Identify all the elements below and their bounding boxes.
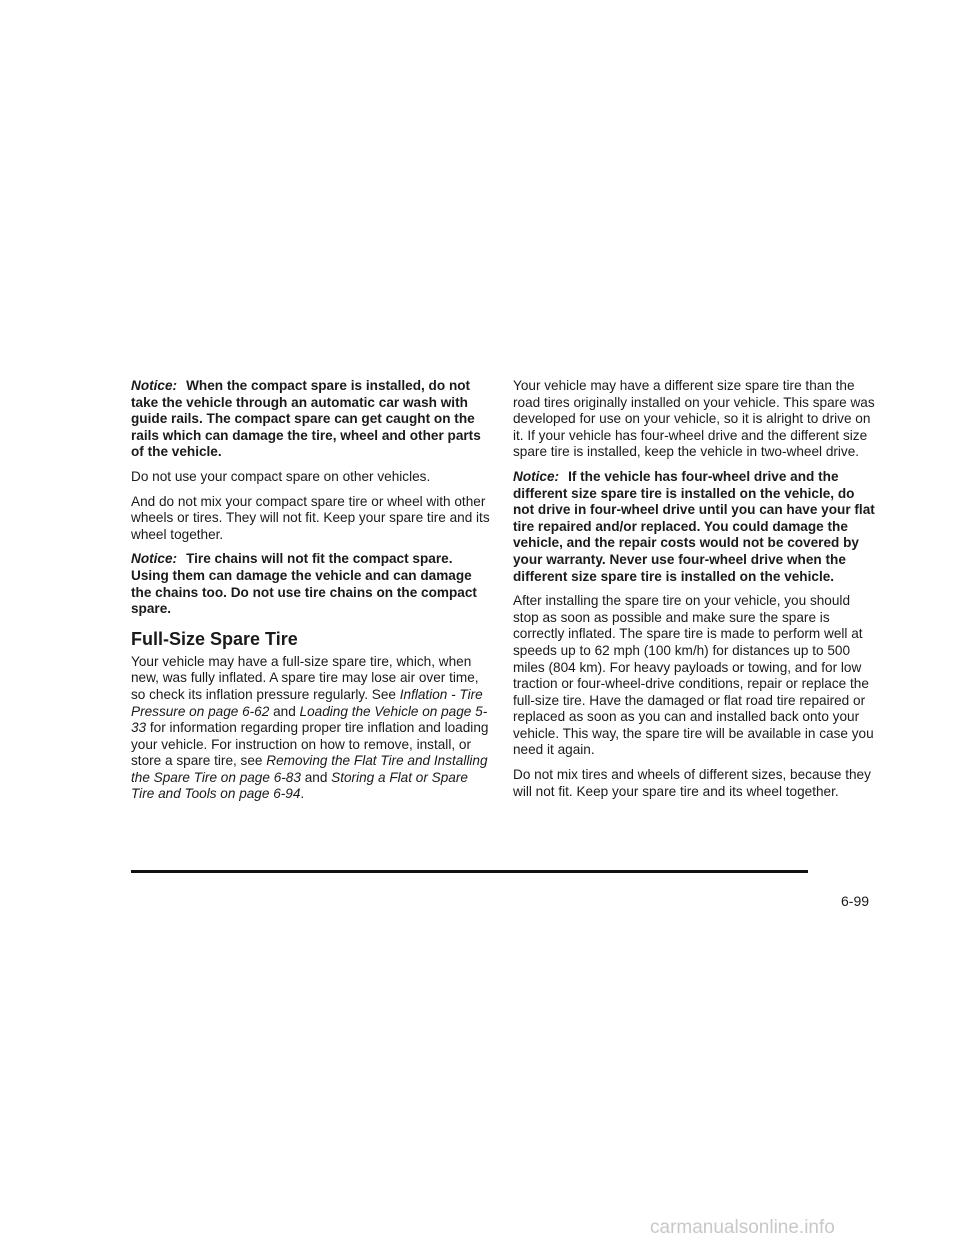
footer-rule xyxy=(131,870,808,873)
text-run: Your vehicle may have a full-size spare tire, which, when new, was fully inflated. A spare tire may lose air over time, so check its inflation pressure regularly. See xyxy=(131,653,479,702)
text-run: and xyxy=(269,703,300,719)
paragraph-different-size-spare: Your vehicle may have a different size spare tire than the road tires originally installed on your vehicle. This spare was developed for use on your vehicle, so it is alright to drive on it. If your vehicle has four-wheel drive and the different size spare tire is installed, keep the vehicle in two-wheel drive. xyxy=(513,378,875,460)
paragraph-other-vehicles: Do not use your compact spare on other vehicles. xyxy=(131,468,431,484)
text-run: and xyxy=(300,769,332,785)
left-column xyxy=(131,378,493,811)
notice-text: Tire chains will not fit the compact spare. Using them can damage the vehicle and can damage the chains too. Do not use tire chains on the compact spare. xyxy=(131,551,477,617)
paragraph-do-not-mix-sizes: Do not mix tires and wheels of different sizes, because they will not fit. Keep your spare tire and its wheel together. xyxy=(513,767,871,799)
notice-label: Notice: xyxy=(131,378,178,393)
notice-tire-chains xyxy=(131,551,493,617)
notice-text: If the vehicle has four-wheel drive and the different size spare tire is installed on the vehicle, do not drive in four-wheel drive until you can have your flat tire repaired and/or replaced. You could damage the vehicle, and the repair costs would not be covered by your warranty. Never use four-wheel drive when the different size spare tire is installed on the vehicle. xyxy=(513,468,875,584)
cross-reference-removing-flat: Removing the Flat Tire and Installing the Spare Tire on page 6-83 xyxy=(131,753,488,785)
cross-reference-loading: Loading the Vehicle on page 5-33 xyxy=(131,703,488,736)
paragraph-full-size-spare xyxy=(131,654,493,803)
paragraph-after-installing: After installing the spare tire on your vehicle, you should stop as soon as possible and make sure the spare is correctly inflated. The spare tire is made to perform well at speeds up to 62 mph (100 km/h) for distances up to 500 miles (804 km). For heavy payloads or towing, and for low traction or four-wheel-drive conditions, repair or replace the full-size tire. Have the damaged or flat road tire repaired or replaced as soon as you can and installed back onto your vehicle. This way, the spare tire will be available in case you need it again. xyxy=(513,593,874,758)
watermark: carmanualsonline.info xyxy=(650,1217,835,1238)
paragraph-do-not-mix: And do not mix your compact spare tire or wheel with other wheels or tires. They will not fit. Keep your spare tire and its wheel together. xyxy=(131,493,490,542)
cross-reference-inflation: Inflation - Tire Pressure on page 6-62 xyxy=(131,686,483,719)
cross-reference-storing: Storing a Flat or Spare Tire and Tools on page 6-94 xyxy=(131,769,468,802)
page-number: 6-99 xyxy=(841,893,870,909)
text-run: for information regarding proper tire inflation and loading your vehicle. For instruction on how to remove, install, or store a spare tire, see xyxy=(131,720,489,769)
notice-label: Notice: xyxy=(131,551,178,567)
notice-text: When the compact spare is installed, do not take the vehicle through an automatic car wash with guide rails. The compact spare can get caught on the rails which can damage the tire, wheel and other parts of the vehicle. xyxy=(131,378,481,460)
notice-four-wheel-drive xyxy=(513,469,875,585)
notice-compact-spare-car-wash xyxy=(131,378,493,461)
right-column xyxy=(513,378,875,808)
text-run: . xyxy=(300,786,305,802)
section-heading-full-size-spare: Full-Size Spare Tire xyxy=(131,628,298,649)
notice-label: Notice: xyxy=(513,468,560,484)
